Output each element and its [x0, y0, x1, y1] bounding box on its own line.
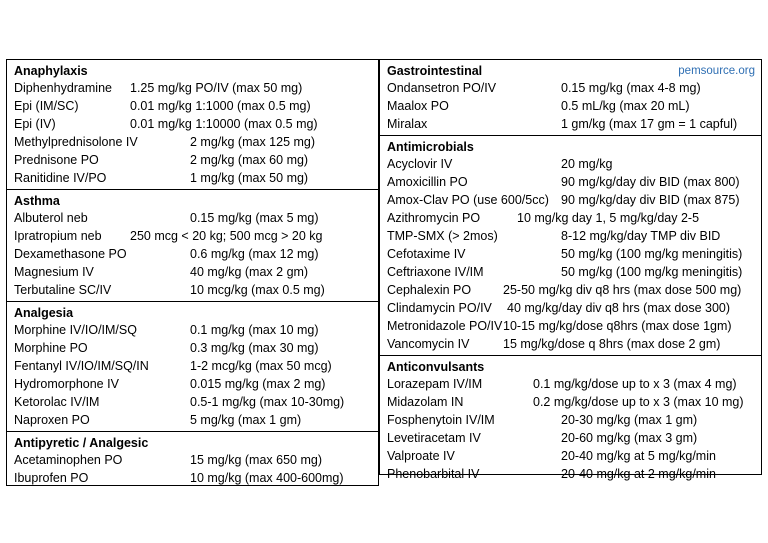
- drug-name: Metronidazole PO/IV: [387, 319, 503, 333]
- drug-row: [14, 451, 378, 469]
- drug-name: Epi (IV): [14, 117, 56, 131]
- drug-row: [14, 227, 378, 245]
- section-title: Analgesia: [14, 306, 74, 320]
- drug-row: [387, 299, 761, 317]
- section-anaphylaxis: [7, 60, 378, 190]
- drug-dose: 20-40 mg/kg at 2 mg/kg/min: [561, 467, 716, 481]
- drug-dose: 1.25 mg/kg PO/IV (max 50 mg): [130, 81, 303, 95]
- drug-row: [387, 173, 761, 191]
- drug-dose: 1 gm/kg (max 17 gm = 1 capful): [561, 117, 738, 131]
- drug-dose: 15 mg/kg/dose q 8hrs (max dose 2 gm): [503, 337, 721, 351]
- drug-row: [387, 263, 761, 281]
- drug-name: Albuterol neb: [14, 211, 88, 225]
- drug-dose: 0.015 mg/kg (max 2 mg): [190, 377, 326, 391]
- drug-dose: 10-15 mg/kg/dose q8hrs (max dose 1gm): [503, 319, 732, 333]
- drug-dose: 15 mg/kg (max 650 mg): [190, 453, 322, 467]
- drug-name: Vancomycin IV: [387, 337, 470, 351]
- drug-row: [387, 97, 761, 115]
- drug-dose: 0.6 mg/kg (max 12 mg): [190, 247, 319, 261]
- drug-name: Ondansetron PO/IV: [387, 81, 497, 95]
- section-title: Gastrointestinal: [387, 64, 483, 78]
- drug-dose: 1-2 mcg/kg (max 50 mcg): [190, 359, 332, 373]
- drug-dose: 90 mg/kg/day div BID (max 800): [561, 175, 740, 189]
- drug-name: Cefotaxime IV: [387, 247, 466, 261]
- drug-row: [14, 79, 378, 97]
- section-gastrointestinal: [380, 60, 761, 136]
- drug-dose: 10 mg/kg day 1, 5 mg/kg/day 2-5: [517, 211, 700, 225]
- drug-dose: 0.01 mg/kg 1:1000 (max 0.5 mg): [130, 99, 311, 113]
- section-analgesia: [7, 302, 378, 432]
- drug-row: [14, 321, 378, 339]
- section-title: Antipyretic / Analgesic: [14, 436, 149, 450]
- drug-name: TMP-SMX (> 2mos): [387, 229, 498, 243]
- drug-name: Clindamycin PO/IV: [387, 301, 492, 315]
- drug-row: [14, 209, 378, 227]
- drug-row: [14, 411, 378, 429]
- drug-dose: 10 mcg/kg (max 0.5 mg): [190, 283, 325, 297]
- drug-dose: 20 mg/kg: [561, 157, 613, 171]
- drug-dose: 90 mg/kg/day div BID (max 875): [561, 193, 740, 207]
- drug-name: Hydromorphone IV: [14, 377, 119, 391]
- drug-row: [387, 227, 761, 245]
- drug-dose: 20-60 mg/kg (max 3 gm): [561, 431, 698, 445]
- drug-row: [387, 411, 761, 429]
- drug-row: [387, 191, 761, 209]
- drug-row: [14, 97, 378, 115]
- drug-name: Amox-Clav PO (use 600/5cc): [387, 193, 549, 207]
- drug-name: Prednisone PO: [14, 153, 99, 167]
- section-asthma: [7, 190, 378, 302]
- drug-name: Fosphenytoin IV/IM: [387, 413, 495, 427]
- drug-dose: 5 mg/kg (max 1 gm): [190, 413, 302, 427]
- right-column: [379, 59, 762, 481]
- drug-dose: 0.15 mg/kg (max 5 mg): [190, 211, 319, 225]
- drug-dose: 25-50 mg/kg div q8 hrs (max dose 500 mg): [503, 283, 742, 297]
- drug-dose: 1 mg/kg (max 50 mg): [190, 171, 309, 185]
- drug-name: Dexamethasone PO: [14, 247, 127, 261]
- drug-name: Magnesium IV: [14, 265, 94, 279]
- drug-dose: 2 mg/kg (max 60 mg): [190, 153, 309, 167]
- drug-name: Valproate IV: [387, 449, 455, 463]
- drug-name: Levetiracetam IV: [387, 431, 481, 445]
- drug-name: Phenobarbital IV: [387, 467, 480, 481]
- drug-row: [387, 447, 761, 465]
- drug-row: [14, 281, 378, 299]
- drug-name: Azithromycin PO: [387, 211, 481, 225]
- drug-name: Maalox PO: [387, 99, 449, 113]
- drug-row: [14, 375, 378, 393]
- drug-row: [387, 115, 761, 133]
- drug-row: [14, 393, 378, 411]
- drug-name: Ceftriaxone IV/IM: [387, 265, 484, 279]
- drug-dose: 50 mg/kg (100 mg/kg meningitis): [561, 247, 743, 261]
- drug-name: Methylprednisolone IV: [14, 135, 138, 149]
- drug-name: Diphenhydramine: [14, 81, 112, 95]
- drug-dose: 0.5 mL/kg (max 20 mL): [561, 99, 690, 113]
- drug-name: Midazolam IN: [387, 395, 464, 409]
- drug-row: [387, 465, 761, 483]
- drug-dose: 50 mg/kg (100 mg/kg meningitis): [561, 265, 743, 279]
- drug-row: [14, 245, 378, 263]
- drug-name: Morphine IV/IO/IM/SQ: [14, 323, 137, 337]
- drug-name: Acetaminophen PO: [14, 453, 123, 467]
- drug-name: Ipratropium neb: [14, 229, 102, 243]
- drug-name: Ibuprofen PO: [14, 471, 89, 485]
- drug-name: Terbutaline SC/IV: [14, 283, 112, 297]
- site-label: pemsource.org: [678, 65, 755, 77]
- drug-name: Morphine PO: [14, 341, 88, 355]
- drug-row: [14, 357, 378, 375]
- drug-dose: 10 mg/kg (max 400-600mg): [190, 471, 344, 485]
- section-anticonvulsants: [380, 356, 761, 485]
- drug-name: Ranitidine IV/PO: [14, 171, 107, 185]
- drug-dose: 8-12 mg/kg/day TMP div BID: [561, 229, 721, 243]
- left-column: [6, 59, 379, 486]
- section-title: Antimicrobials: [387, 140, 474, 154]
- drug-row: [14, 469, 378, 487]
- drug-row: [387, 79, 761, 97]
- drug-row: [387, 317, 761, 335]
- drug-name: Fentanyl IV/IO/IM/SQ/IN: [14, 359, 149, 373]
- drug-row: [14, 115, 378, 133]
- drug-dose: 0.5-1 mg/kg (max 10-30mg): [190, 395, 345, 409]
- drug-name: Miralax: [387, 117, 428, 131]
- section-antimicrobials: [380, 136, 761, 356]
- drug-dose: 40 mg/kg/day div q8 hrs (max dose 300): [507, 301, 731, 315]
- drug-dose: 20-40 mg/kg at 5 mg/kg/min: [561, 449, 716, 463]
- drug-dose: 0.01 mg/kg 1:10000 (max 0.5 mg): [130, 117, 318, 131]
- drug-name: Epi (IM/SC): [14, 99, 79, 113]
- drug-dose: 0.2 mg/kg/dose up to x 3 (max 10 mg): [533, 395, 744, 409]
- drug-dose: 0.15 mg/kg (max 4-8 mg): [561, 81, 701, 95]
- drug-name: Naproxen PO: [14, 413, 90, 427]
- drug-row: [387, 155, 761, 173]
- drug-name: Amoxicillin PO: [387, 175, 468, 189]
- drug-row: [387, 209, 761, 227]
- drug-name: Ketorolac IV/IM: [14, 395, 100, 409]
- drug-row: [387, 245, 761, 263]
- drug-row: [14, 133, 378, 151]
- drug-row: [387, 281, 761, 299]
- drug-dose: 2 mg/kg (max 125 mg): [190, 135, 316, 149]
- section-antipyretic-analgesic: [7, 432, 378, 489]
- drug-name: Acyclovir IV: [387, 157, 453, 171]
- drug-dose: 0.1 mg/kg (max 10 mg): [190, 323, 319, 337]
- drug-row: [14, 339, 378, 357]
- drug-row: [387, 429, 761, 447]
- drug-dose: 40 mg/kg (max 2 gm): [190, 265, 309, 279]
- drug-name: Lorazepam IV/IM: [387, 377, 483, 391]
- section-title: Anticonvulsants: [387, 360, 485, 374]
- drug-row: [387, 375, 761, 393]
- drug-row: [387, 393, 761, 411]
- section-title: Anaphylaxis: [14, 64, 88, 78]
- drug-row: [14, 151, 378, 169]
- drug-dose: 250 mcg < 20 kg; 500 mcg > 20 kg: [130, 229, 323, 243]
- drug-name: Cephalexin PO: [387, 283, 472, 297]
- drug-dose: 20-30 mg/kg (max 1 gm): [561, 413, 698, 427]
- drug-dose: 0.3 mg/kg (max 30 mg): [190, 341, 319, 355]
- drug-row: [387, 335, 761, 353]
- drug-row: [14, 169, 378, 187]
- drug-row: [14, 263, 378, 281]
- drug-dose: 0.1 mg/kg/dose up to x 3 (max 4 mg): [533, 377, 737, 391]
- section-title: Asthma: [14, 194, 60, 208]
